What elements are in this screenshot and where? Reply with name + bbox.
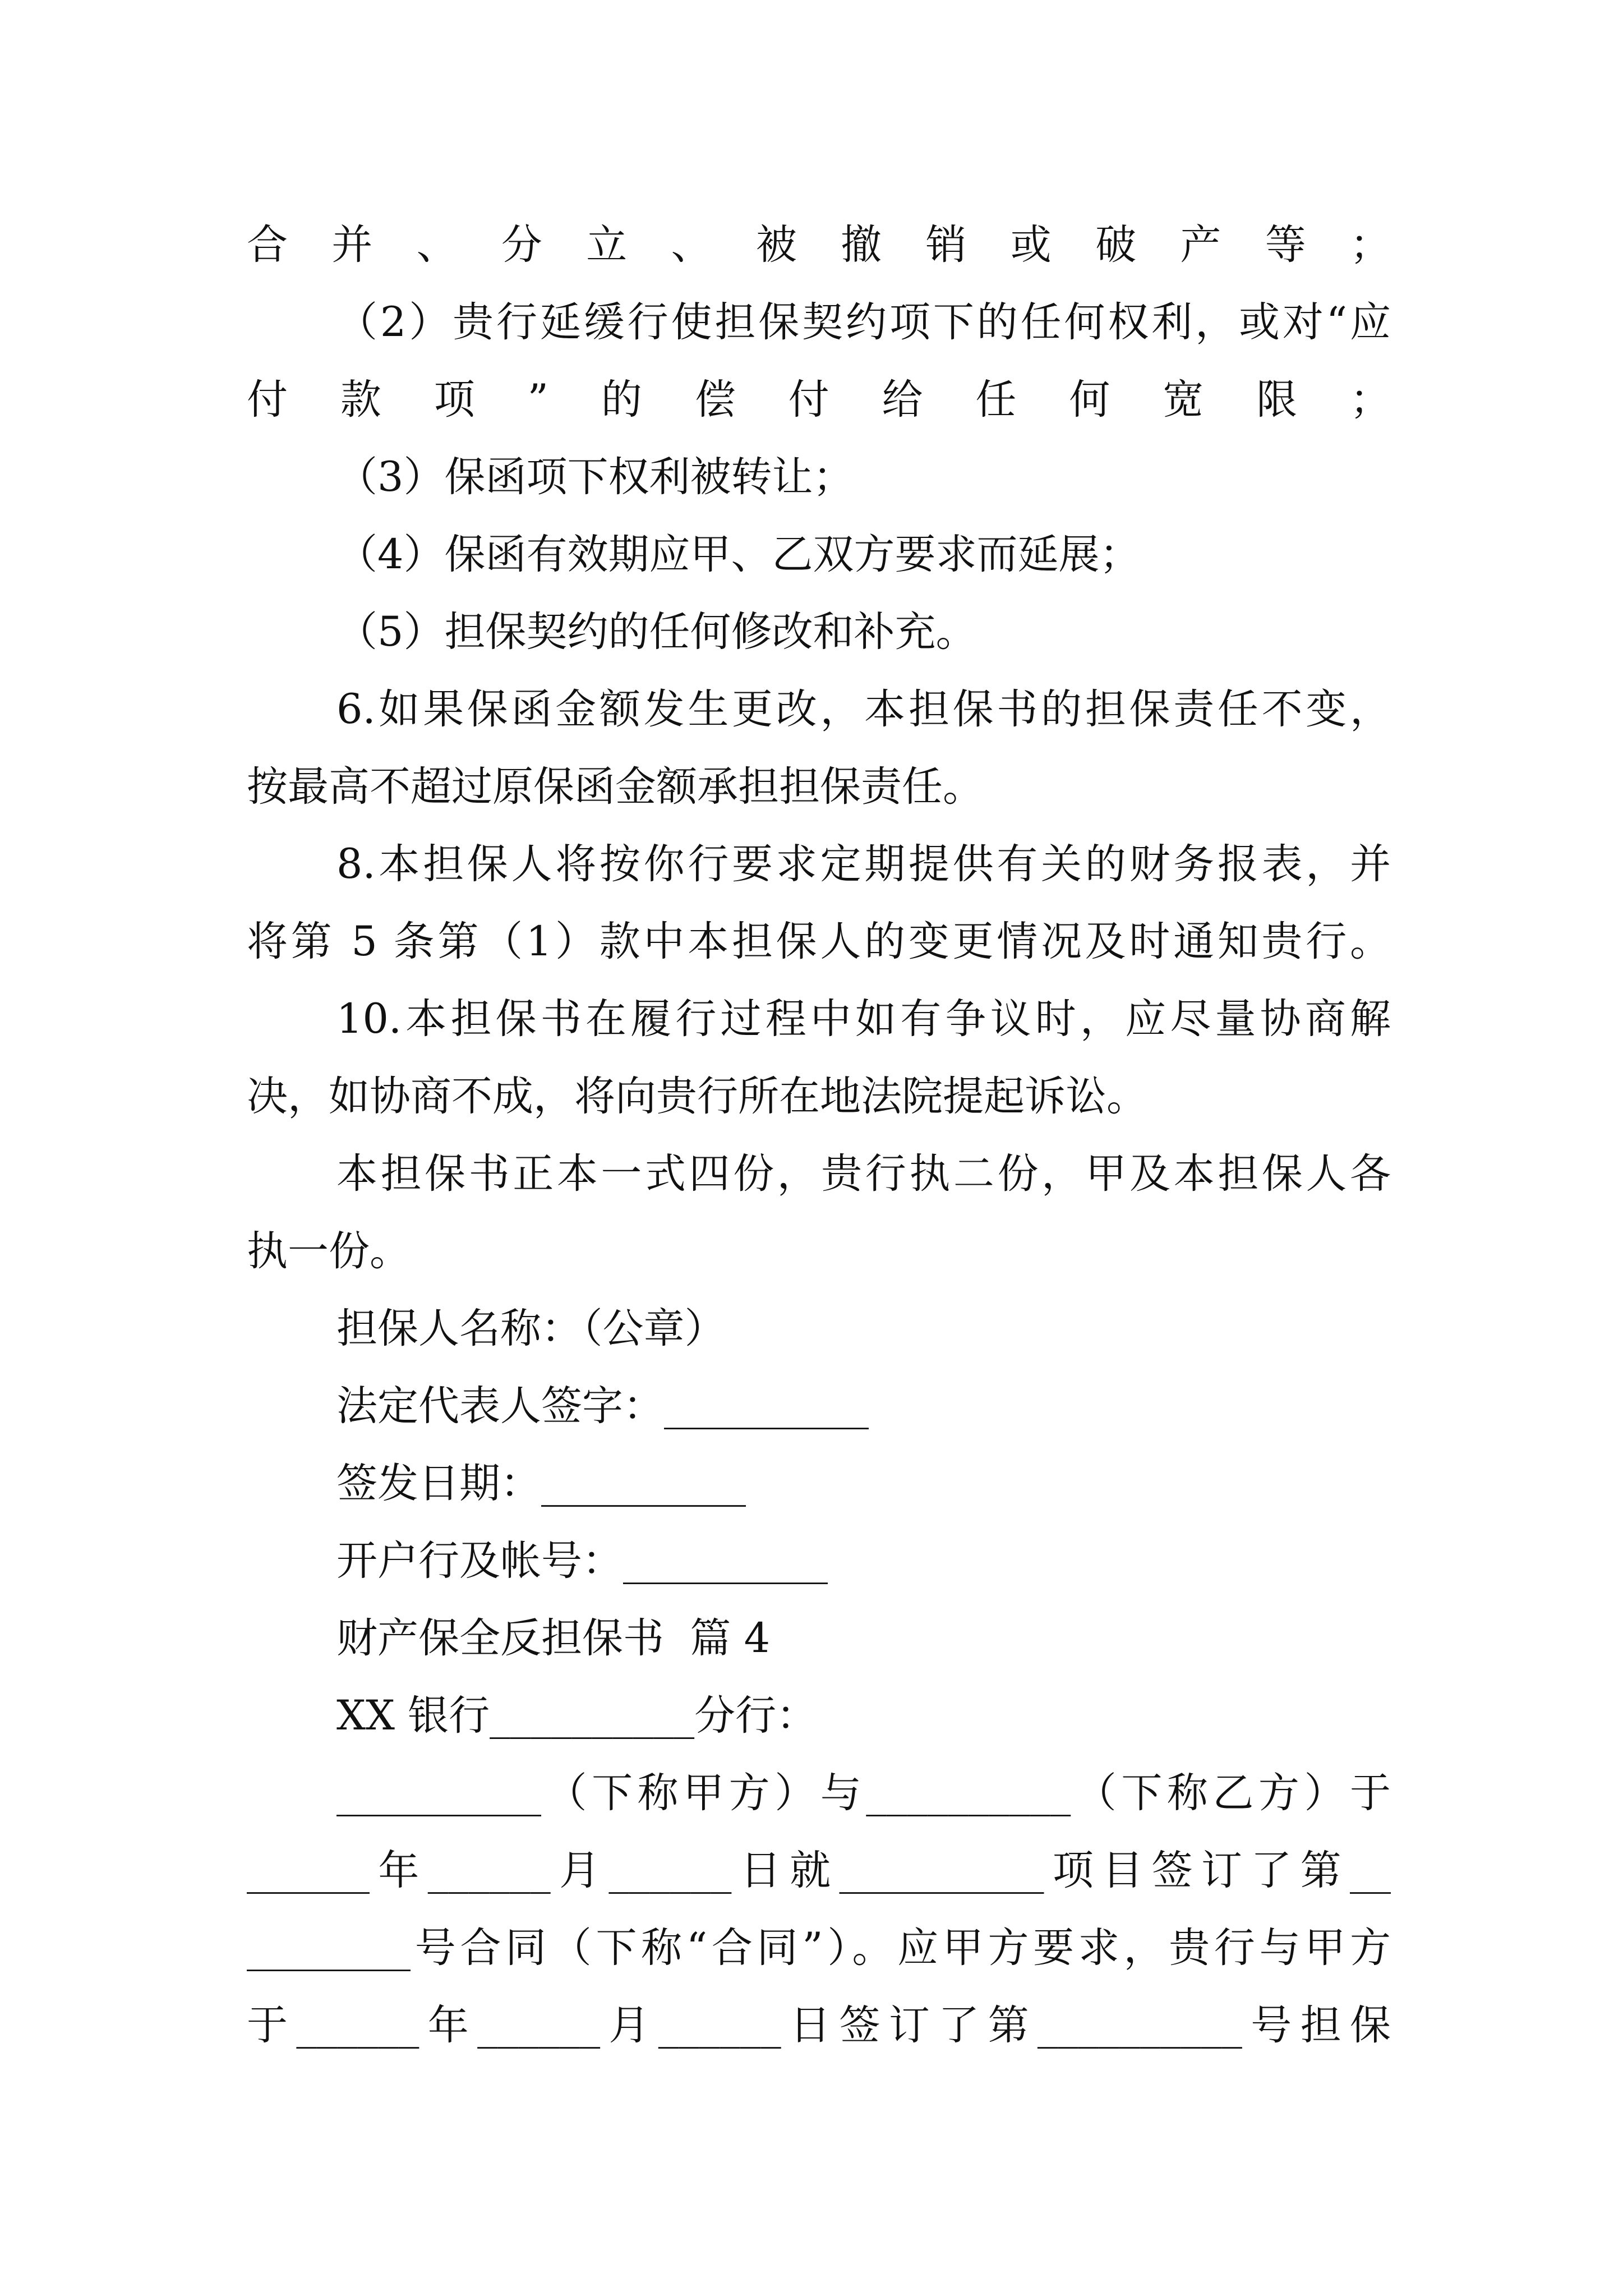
- text-line: 签发日期：__________: [336, 1460, 746, 1507]
- text-line: 开户行及帐号：__________: [336, 1537, 828, 1585]
- text-line: 6.如果保函金额发生更改，本担保书的担保责任不变，: [336, 685, 1391, 733]
- text-line: 于______年______月______日签订了第__________号担保: [247, 2001, 1391, 2049]
- text-line: 按最高不超过原保函金额承担担保责任。: [247, 763, 984, 811]
- text-line: 合并、分立、被撤销或破产等；: [247, 221, 1391, 269]
- text-line: 付款项”的偿付给任何宽限；: [247, 376, 1391, 424]
- text-line: 决，如协商不成，将向贵行所在地法院提起诉讼。: [247, 1073, 1147, 1120]
- text-line: 执一份。: [247, 1227, 411, 1275]
- text-line: （3）保函项下权利被转让；: [336, 453, 854, 501]
- text-line: ________号合同（下称“合同”）。应甲方要求，贵行与甲方: [247, 1924, 1391, 1972]
- section-heading: 财产保全反担保书 篇 4: [336, 1614, 771, 1662]
- text-line: ______年______月______日就__________项目签订了第__: [247, 1847, 1391, 1894]
- text-line: 10.本担保书在履行过程中如有争议时，应尽量协商解: [336, 995, 1391, 1043]
- text-line: 8.本担保人将按你行要求定期提供有关的财务报表，并: [336, 840, 1391, 888]
- text-line: 法定代表人签字：__________: [336, 1382, 869, 1430]
- text-line: （4）保函有效期应甲、乙双方要求而延展；: [336, 531, 1141, 578]
- text-line: 将第 5 条第（1）款中本担保人的变更情况及时通知贵行。: [247, 918, 1391, 965]
- text-line: 担保人名称：（公章）: [336, 1305, 726, 1352]
- text-line: 本担保书正本一式四份，贵行执二份，甲及本担保人各: [336, 1150, 1391, 1198]
- text-line: __________（下称甲方）与__________（下称乙方）于: [336, 1769, 1391, 1817]
- text-line: （5）担保契约的任何修改和补充。: [336, 608, 977, 656]
- text-line: （2）贵行延缓行使担保契约项下的任何权利，或对“应: [336, 298, 1391, 346]
- text-line: XX 银行__________分行：: [336, 1692, 818, 1740]
